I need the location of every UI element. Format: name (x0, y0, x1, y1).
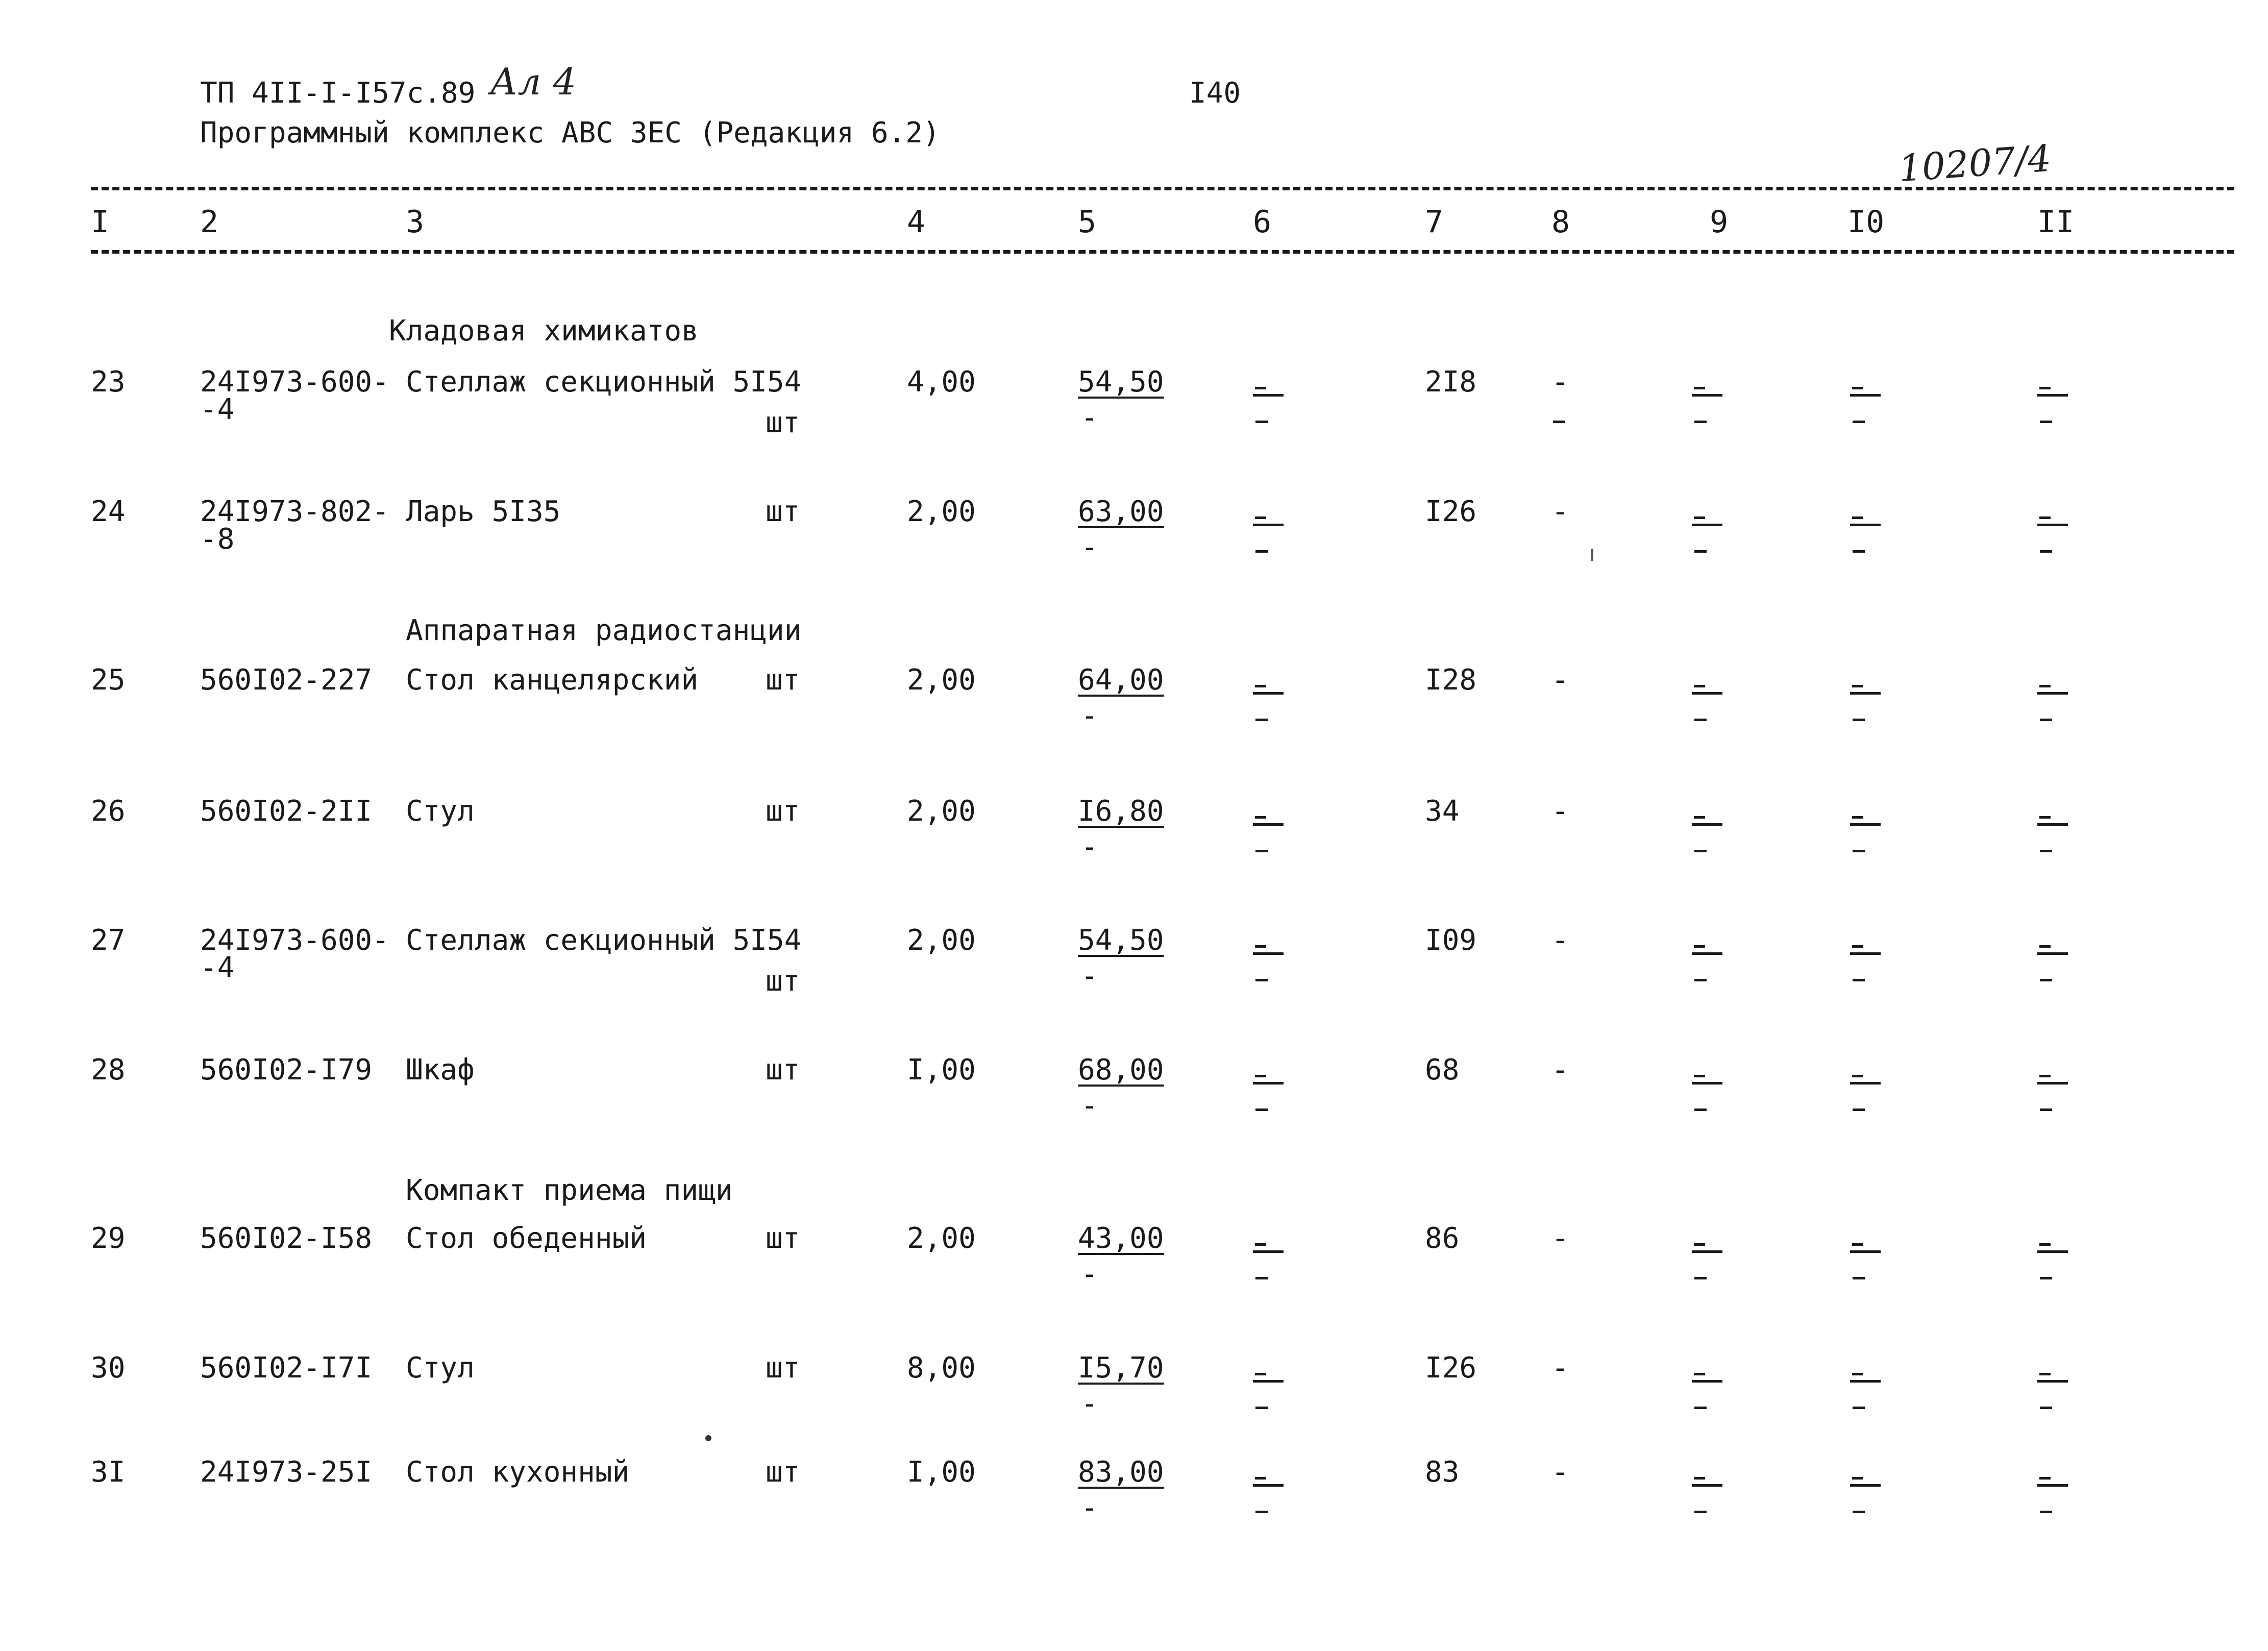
empty-mark (1253, 1477, 1284, 1488)
document-subtitle: Программный комплекс АВС ЗЕС (Редакция 6.2) (200, 116, 940, 150)
item-total: 86 (1425, 1222, 1460, 1255)
empty-mark (1255, 1277, 1268, 1279)
empty-mark (2040, 850, 2052, 852)
item-price-second: - (1081, 959, 1098, 993)
ink-speck (705, 1435, 711, 1441)
empty-mark (2037, 1373, 2068, 1384)
empty-mark (1850, 387, 1881, 398)
empty-mark (1692, 685, 1722, 696)
item-code-continuation: -4 (200, 951, 235, 984)
empty-mark (1694, 1511, 1707, 1513)
empty-mark (2040, 421, 2052, 423)
empty-mark (2040, 1277, 2052, 1279)
empty-mark (2037, 516, 2068, 528)
ink-speck (1591, 549, 1593, 561)
item-name: Стеллаж секционный 5I54 (406, 924, 802, 957)
column-header-7: 7 (1425, 204, 1444, 240)
row-number: 30 (91, 1351, 126, 1385)
item-total: 2I8 (1425, 365, 1477, 399)
empty-mark (1850, 1477, 1881, 1488)
item-unit: шт (766, 406, 800, 439)
column-header-8: 8 (1551, 204, 1570, 240)
item-code: 24I973-25I (200, 1456, 373, 1489)
column-header-11: II (2037, 204, 2075, 240)
empty-mark (2040, 1407, 2052, 1409)
item-quantity: 8,00 (907, 1351, 976, 1385)
item-price-second: - (1081, 1491, 1098, 1524)
empty-mark (1694, 421, 1707, 423)
empty-mark (1850, 1243, 1881, 1254)
empty-mark (2037, 945, 2068, 956)
item-code: 24I973-802- (200, 495, 389, 528)
item-col8: - (1551, 795, 1569, 828)
empty-mark (1692, 1243, 1722, 1254)
empty-mark (2040, 719, 2052, 721)
item-price-second: - (1081, 1089, 1098, 1122)
item-unit: шт (766, 1351, 800, 1385)
item-name: Стол канцелярский (406, 663, 699, 697)
row-number: 27 (91, 924, 126, 957)
item-price: 54,50 (1078, 365, 1164, 399)
empty-mark (2040, 550, 2052, 553)
item-code: 560I02-I7I (200, 1351, 373, 1385)
empty-mark (2040, 1511, 2052, 1513)
empty-mark (1692, 945, 1722, 956)
item-quantity: 4,00 (907, 365, 976, 399)
item-code: 560I02-2II (200, 795, 373, 828)
empty-mark (1692, 1373, 1722, 1384)
section-title: Кладовая химикатов (389, 314, 699, 348)
item-total: 34 (1425, 795, 1460, 828)
empty-mark (1255, 719, 1268, 721)
section-title: Аппаратная радиостанции (406, 614, 802, 647)
item-name: Ларь 5I35 (406, 495, 561, 528)
item-quantity: I,00 (907, 1456, 976, 1489)
empty-mark (1253, 516, 1284, 528)
empty-mark (1694, 1108, 1707, 1111)
empty-mark (1694, 850, 1707, 852)
empty-mark (1853, 421, 1865, 423)
empty-mark (1850, 816, 1881, 827)
header-rule-top (91, 187, 2234, 190)
item-code: 560I02-227 (200, 663, 373, 697)
empty-mark (1694, 979, 1707, 981)
column-header-4: 4 (907, 204, 926, 240)
empty-mark (1692, 516, 1722, 528)
item-code-continuation: -8 (200, 523, 235, 556)
item-quantity: 2,00 (907, 924, 976, 957)
empty-mark (1253, 387, 1284, 398)
empty-mark (1853, 1277, 1865, 1279)
row-number: 25 (91, 663, 126, 697)
column-header-5: 5 (1078, 204, 1097, 240)
item-price-second: - (1081, 1258, 1098, 1291)
column-header-3: 3 (406, 204, 425, 240)
item-col8: - (1551, 1053, 1569, 1087)
empty-mark (1255, 1108, 1268, 1111)
item-price-second: - (1081, 1387, 1098, 1420)
item-unit: шт (766, 663, 800, 697)
empty-mark (2037, 685, 2068, 696)
item-name: Стул (406, 795, 475, 828)
item-name: Стеллаж секционный 5I54 (406, 365, 802, 399)
empty-mark (1853, 850, 1865, 852)
empty-mark (1253, 1075, 1284, 1086)
row-number: 23 (91, 365, 126, 399)
item-price: 43,00 (1078, 1222, 1164, 1255)
item-quantity: 2,00 (907, 495, 976, 528)
item-price: 63,00 (1078, 495, 1164, 528)
item-code: 560I02-I79 (200, 1053, 373, 1087)
item-col8: - (1551, 365, 1569, 399)
item-name: Стол кухонный (406, 1456, 630, 1489)
page-number: I40 (1189, 77, 1241, 110)
item-quantity: I,00 (907, 1053, 976, 1087)
empty-mark (1255, 979, 1268, 981)
empty-mark (1850, 1373, 1881, 1384)
empty-mark (2037, 387, 2068, 398)
empty-mark (1850, 685, 1881, 696)
item-code-continuation: -4 (200, 393, 235, 426)
item-price-second: - (1081, 401, 1098, 434)
item-col8: - (1551, 495, 1569, 528)
handwritten-doc-number: 10207/4 (1897, 136, 2053, 190)
empty-mark (1850, 945, 1881, 956)
item-total: I28 (1425, 663, 1477, 697)
column-header-9: 9 (1710, 204, 1729, 240)
item-total: 83 (1425, 1456, 1460, 1489)
empty-mark (2037, 1075, 2068, 1086)
item-name: Стул (406, 1351, 475, 1385)
empty-mark (1853, 1407, 1865, 1409)
column-header-1: I (91, 204, 110, 240)
empty-mark (1692, 1477, 1722, 1488)
empty-mark (1692, 816, 1722, 827)
empty-mark (1692, 387, 1722, 398)
item-price: 64,00 (1078, 663, 1164, 697)
document-code: ТП 4II-I-I57с.89 (200, 77, 476, 110)
empty-mark (1253, 1373, 1284, 1384)
empty-mark (2040, 1108, 2052, 1111)
item-unit: шт (766, 1222, 800, 1255)
empty-mark (1255, 421, 1268, 423)
empty-mark (1850, 1075, 1881, 1086)
row-number: 29 (91, 1222, 126, 1255)
item-unit: шт (766, 495, 800, 528)
item-price: 83,00 (1078, 1456, 1164, 1489)
empty-mark (1694, 550, 1707, 553)
empty-mark (1255, 1511, 1268, 1513)
item-total: I26 (1425, 495, 1477, 528)
item-price: I5,70 (1078, 1351, 1164, 1385)
empty-mark (1694, 719, 1707, 721)
item-col8: - (1551, 663, 1569, 697)
empty-mark (1850, 516, 1881, 528)
empty-mark (1853, 550, 1865, 553)
column-header-2: 2 (200, 204, 219, 240)
item-price: 54,50 (1078, 924, 1164, 957)
empty-mark (1255, 850, 1268, 852)
empty-mark (1853, 1511, 1865, 1513)
empty-mark (1692, 1075, 1722, 1086)
item-total: 68 (1425, 1053, 1460, 1087)
item-quantity: 2,00 (907, 663, 976, 697)
section-title: Компакт приема пищи (406, 1174, 733, 1207)
item-price: 68,00 (1078, 1053, 1164, 1087)
item-quantity: 2,00 (907, 795, 976, 828)
empty-mark (1253, 816, 1284, 827)
empty-mark (1253, 685, 1284, 696)
item-unit: шт (766, 795, 800, 828)
item-total: I26 (1425, 1351, 1477, 1385)
item-name: Стол обеденный (406, 1222, 647, 1255)
item-unit: шт (766, 1456, 800, 1489)
item-col8: - (1551, 1456, 1569, 1489)
item-price-second: - (1081, 531, 1098, 564)
item-code: 24I973-600- (200, 365, 389, 399)
item-unit: шт (766, 1053, 800, 1087)
row-number: 28 (91, 1053, 126, 1087)
item-total: I09 (1425, 924, 1477, 957)
empty-mark (1853, 719, 1865, 721)
empty-mark (2037, 816, 2068, 827)
item-code: 560I02-I58 (200, 1222, 373, 1255)
empty-mark (1853, 979, 1865, 981)
empty-mark (1694, 1277, 1707, 1279)
empty-mark (1253, 945, 1284, 956)
item-price: I6,80 (1078, 795, 1164, 828)
empty-mark (1253, 1243, 1284, 1254)
empty-mark (2040, 979, 2052, 981)
item-quantity: 2,00 (907, 1222, 976, 1255)
item-code: 24I973-600- (200, 924, 389, 957)
item-price-second: - (1081, 699, 1098, 732)
empty-mark (2037, 1477, 2068, 1488)
row-number: 26 (91, 795, 126, 828)
row-number: 24 (91, 495, 126, 528)
column-header-10: I0 (1847, 204, 1885, 240)
empty-mark (1553, 421, 1565, 423)
empty-mark (2037, 1243, 2068, 1254)
empty-mark (1255, 550, 1268, 553)
row-number: 3I (91, 1456, 126, 1489)
empty-mark (1694, 1407, 1707, 1409)
item-price-second: - (1081, 830, 1098, 864)
item-col8: - (1551, 1222, 1569, 1255)
empty-mark (1255, 1407, 1268, 1409)
column-header-6: 6 (1253, 204, 1272, 240)
item-unit: шт (766, 965, 800, 998)
item-col8: - (1551, 924, 1569, 957)
header-rule-bottom (91, 250, 2234, 254)
item-name: Шкаф (406, 1053, 475, 1087)
item-col8: - (1551, 1351, 1569, 1385)
handwritten-note: Ал 4 (490, 60, 577, 103)
empty-mark (1853, 1108, 1865, 1111)
